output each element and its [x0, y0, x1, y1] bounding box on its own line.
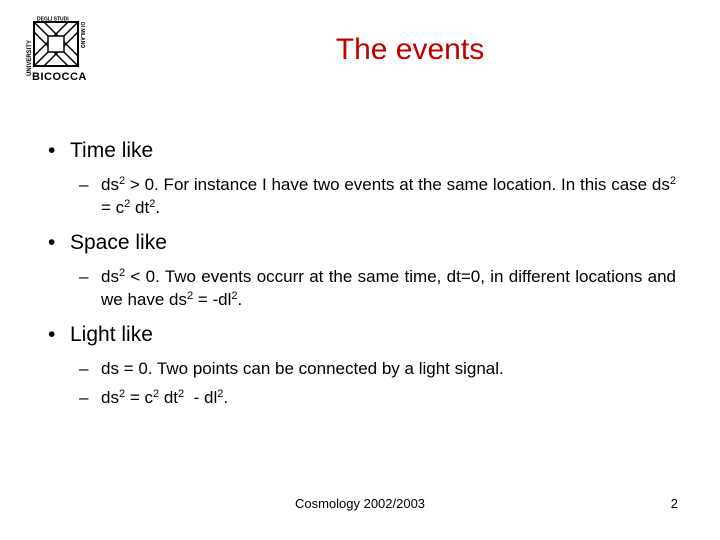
- bullet-time-like: [48, 137, 676, 165]
- sub-item-dash: –: [79, 388, 89, 407]
- sub-item-dash: –: [79, 359, 89, 378]
- bullet-light-like: [48, 321, 676, 349]
- logo-text-left: UNIVERSITY: [27, 39, 33, 76]
- slide-title: The events: [335, 33, 485, 66]
- sub-item-text: $ds^2 < 0$. Two events occurr at the same time, dt=0, in different locations and we have $ds^2 = -dl^2$.: [101, 267, 676, 309]
- page-number: 2: [670, 496, 678, 511]
- sub-item-text: $ds^2 > 0$. For instance I have two events at the same location. In this case $ds^2 = c^2$ $dt^2$.: [101, 175, 676, 217]
- bullet-marker: •: [48, 139, 56, 162]
- logo-text-bottom: BICOCCA: [32, 71, 87, 83]
- bullet-marker: •: [48, 231, 56, 254]
- sub-item-light-equation: [79, 386, 676, 409]
- bullet-label: Space like: [70, 231, 167, 254]
- sub-item-dash: –: [79, 267, 89, 286]
- sub-item-text: $ds^2 = c^2$ $dt^2 - dl^2$.: [101, 388, 229, 407]
- bullet-space-like: [48, 229, 676, 257]
- bullet-label: Light like: [70, 323, 153, 346]
- footer-course: Cosmology 2002/2003: [294, 496, 426, 511]
- logo-text-top: DEGLI STUDI: [37, 16, 69, 23]
- sub-item-space-like: [79, 265, 676, 311]
- university-logo: [20, 16, 87, 83]
- sub-item-light-signal: [79, 357, 676, 380]
- sub-item-dash: –: [79, 175, 89, 194]
- bullet-marker: •: [48, 323, 56, 346]
- slide-content: [48, 137, 676, 415]
- sub-item-text: ds = 0. Two points can be connected by a light signal.: [101, 359, 504, 378]
- sub-item-time-like: [79, 173, 676, 219]
- bullet-label: Time like: [70, 139, 154, 162]
- logo-text-right: DI MILANO: [79, 22, 85, 49]
